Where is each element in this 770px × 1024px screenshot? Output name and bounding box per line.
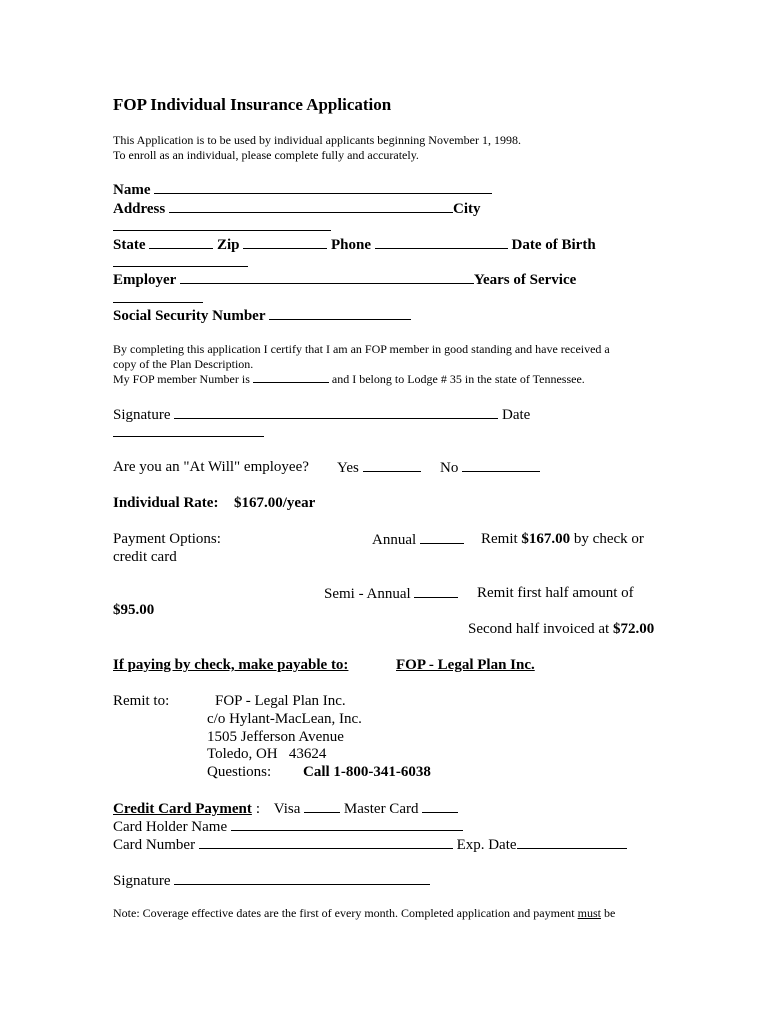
card-holder-field[interactable] — [231, 817, 463, 831]
semi-amount: $95.00 — [113, 602, 155, 618]
signature-field[interactable] — [174, 405, 498, 419]
card-holder-label: Card Holder Name — [113, 819, 228, 835]
remit-line-3: 1505 Jefferson Avenue — [207, 729, 344, 745]
card-number-row — [113, 835, 627, 854]
visa-field[interactable] — [304, 799, 340, 813]
yes-label: Yes — [337, 460, 359, 476]
mastercard-label: Master Card — [343, 801, 419, 817]
ssn-row — [113, 306, 411, 325]
payment-options-label: Payment Options: — [113, 531, 221, 547]
intro-line-2: To enroll as an individual, please complete fully and accurately. — [113, 148, 419, 162]
signature-row — [113, 405, 530, 424]
semi-annual-field[interactable] — [414, 584, 458, 598]
employer-row — [113, 270, 576, 289]
employer-field[interactable] — [180, 270, 474, 284]
note-must: must — [577, 906, 601, 920]
at-will-yes — [337, 458, 421, 477]
state-label: State — [113, 237, 146, 253]
annual-option — [372, 530, 464, 549]
annual-label: Annual — [372, 532, 417, 548]
dob-label: Date of Birth — [511, 237, 596, 253]
certification-line-3 — [113, 372, 585, 387]
questions-label: Questions: — [207, 764, 272, 780]
card-holder-row — [113, 817, 463, 836]
second-half-row — [468, 620, 654, 638]
card-number-field[interactable] — [199, 835, 453, 849]
zip-label: Zip — [217, 237, 240, 253]
dob-field[interactable] — [113, 266, 248, 267]
visa-label: Visa — [273, 801, 301, 817]
check-payee: FOP - Legal Plan Inc. — [396, 657, 535, 673]
semi-annual-label: Semi - Annual — [324, 586, 411, 602]
phone-field[interactable] — [375, 235, 508, 249]
questions-phone: Call 1-800-341-6038 — [303, 764, 431, 780]
card-signature-row — [113, 871, 430, 890]
note-text: Note: Coverage effective dates are the first of every month. Completed application and payment — [113, 906, 575, 920]
semi-annual-option — [324, 584, 458, 603]
lodge-text: and I belong to Lodge # 35 in the state of Tennessee. — [331, 372, 585, 386]
annual-remit-credit: credit card — [113, 549, 177, 565]
ssn-label: Social Security Number — [113, 308, 266, 324]
remit-line-1: FOP - Legal Plan Inc. — [215, 693, 346, 709]
address-row — [113, 199, 481, 218]
date-field[interactable] — [113, 436, 264, 437]
at-will-question: Are you an "At Will" employee? — [113, 459, 309, 475]
phone-label: Phone — [331, 237, 372, 253]
remit-to-label: Remit to: — [113, 693, 170, 709]
annual-remit-text: Remit — [481, 531, 518, 547]
annual-amount: $167.00 — [521, 531, 571, 547]
individual-rate-label: Individual Rate: — [113, 495, 219, 511]
note-end: be — [603, 906, 616, 920]
no-field[interactable] — [462, 458, 540, 472]
no-label: No — [440, 460, 459, 476]
years-of-service-label: Years of Service — [473, 272, 577, 288]
remit-line-4: Toledo, OH 43624 — [207, 746, 327, 762]
second-half-amount: $72.00 — [612, 621, 655, 637]
annual-remit-method: by check or — [573, 531, 644, 547]
intro-line-1: This Application is to be used by individual applicants beginning November 1, 1998. — [113, 133, 521, 147]
remit-line-2: c/o Hylant-MacLean, Inc. — [207, 711, 362, 727]
individual-rate-value: $167.00/year — [234, 495, 316, 511]
annual-field[interactable] — [420, 530, 464, 544]
date-label: Date — [502, 407, 531, 423]
name-label: Name — [113, 182, 151, 198]
second-half-text: Second half invoiced at — [468, 621, 610, 637]
yes-field[interactable] — [363, 458, 421, 472]
years-of-service-field[interactable] — [113, 302, 203, 303]
note — [113, 906, 615, 921]
member-number-field[interactable] — [253, 372, 329, 383]
credit-card-row — [113, 799, 458, 818]
page-title: FOP Individual Insurance Application — [113, 95, 392, 114]
city-label: City — [453, 201, 481, 217]
mastercard-field[interactable] — [422, 799, 458, 813]
card-number-label: Card Number — [113, 837, 196, 853]
name-field[interactable] — [154, 180, 492, 194]
at-will-no — [440, 458, 540, 477]
certification-line-2: copy of the Plan Description. — [113, 357, 254, 371]
employer-label: Employer — [113, 272, 177, 288]
city-field[interactable] — [113, 230, 331, 231]
state-row — [113, 235, 596, 254]
name-row — [113, 180, 492, 199]
zip-field[interactable] — [243, 235, 327, 249]
exp-date-label: Exp. Date — [456, 837, 517, 853]
exp-date-field[interactable] — [517, 835, 627, 849]
card-signature-label: Signature — [113, 873, 171, 889]
annual-remit — [481, 530, 644, 548]
credit-card-label: Credit Card Payment — [113, 801, 252, 817]
card-signature-field[interactable] — [174, 871, 430, 885]
credit-card-colon: : — [255, 801, 261, 817]
address-label: Address — [113, 201, 166, 217]
ssn-field[interactable] — [269, 306, 411, 320]
certification-line-1: By completing this application I certify that I am an FOP member in good standing and have received a — [113, 342, 610, 356]
semi-remit-text: Remit first half amount of — [477, 585, 634, 601]
address-field[interactable] — [169, 199, 453, 213]
check-payable-label: If paying by check, make payable to: — [113, 657, 349, 673]
state-field[interactable] — [149, 235, 213, 249]
member-number-label: My FOP member Number is — [113, 372, 250, 386]
signature-label: Signature — [113, 407, 171, 423]
